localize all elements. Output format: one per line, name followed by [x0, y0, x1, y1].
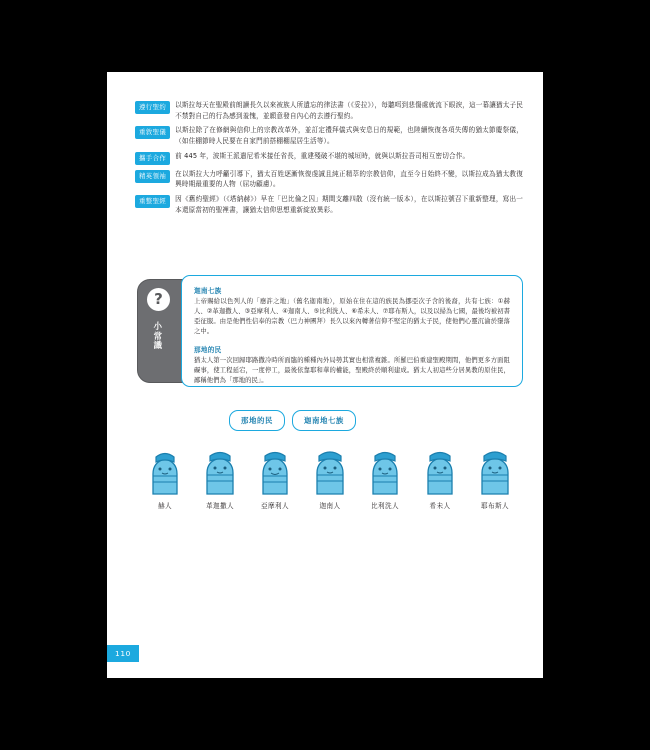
person-illustration-icon [473, 448, 517, 496]
list-item [135, 169, 523, 190]
person-illustration-icon [253, 448, 297, 496]
figure-person [417, 448, 463, 510]
figure-person [142, 448, 188, 510]
person-name: 希未人 [429, 501, 451, 510]
figure-people-row [137, 448, 523, 510]
figure-section [137, 410, 523, 510]
figure-titles [229, 410, 523, 431]
figure-title-1: 那地的民 [229, 410, 285, 431]
figure-title-2: 迦南地七族 [292, 410, 356, 431]
note-side-tab [137, 279, 187, 383]
bullet-text: 在以斯拉大力呼籲引導下，猶太百姓逐漸恢復虔誠且純正精萃的宗教信仰，直至今日始終不變，以斯拉成為猶太教復興時期最重要的人物（屈功顧慮）。 [175, 169, 523, 189]
figure-person [252, 448, 298, 510]
bullet-tag: 重整聖經 [135, 195, 170, 208]
person-name: 比利洗人 [371, 501, 399, 510]
page-number: 110 [107, 645, 139, 662]
bullet-text: 以斯拉每天在聖殿前朗讀長久以來被族人所遺忘的律法書（《妥拉》），每聽咡到悲傷處就流下眼淚，這一幕讓猶太子民不禁對自己的行為感到羞愧，並願意發自內心的去遵行聖約。 [175, 101, 523, 120]
document-page [107, 72, 543, 678]
figure-person [307, 448, 353, 510]
list-item [135, 194, 523, 215]
bullet-text: 以斯拉除了在修網與信仰上的宗教改革外，並訂定禮拜儀式與安息日的規範，也陸續恢復各項失傳的猶太節慶祭儀，（如住棚節時人民要在自家門前搭棚棚屋居生活等）。 [175, 126, 523, 146]
person-illustration-icon [143, 448, 187, 496]
list-item [135, 151, 523, 165]
person-name: 赫人 [158, 501, 172, 510]
list-item [135, 100, 523, 121]
figure-person [197, 448, 243, 510]
person-illustration-icon [308, 448, 352, 496]
figure-person [362, 448, 408, 510]
person-name: 迦南人 [319, 501, 341, 510]
bullet-tag: 精英領袖 [135, 170, 170, 183]
person-illustration-icon [418, 448, 462, 496]
bullet-tag: 攜手合作 [135, 152, 170, 165]
note-heading: 那地的民 [194, 346, 222, 355]
figure-person [472, 448, 518, 510]
note-paragraph: 猶太人第一次回歸耶路撒冷時所面臨的種種內外局勢其實也相當複雜。所羅巴伯重建聖殿期間，他們更多方面阻礙事，使工程延宕，一度停工，最後依靠耶和華的權能，聖殿終於順利建成。猶太人初這些分居異教的原住民，鄙稱他們為「那地的民」。 [194, 357, 510, 385]
person-illustration-icon [363, 448, 407, 496]
question-mark-icon: ? [146, 287, 171, 312]
bullet-text: 因《舊約聖經》（《塔納赫》）早在「巴比倫之囚」期間支離四散（沒有統一版本），在以斯拉號召下重新整理，寫出一本還原當初的聖裡書，讓猶太信仰思想重新綻放異彩。 [175, 194, 523, 214]
person-name: 耶布斯人 [481, 501, 509, 510]
person-name: 革迦撒人 [206, 501, 234, 510]
person-name: 亞摩利人 [261, 501, 289, 510]
list-item [135, 125, 523, 146]
person-illustration-icon [198, 448, 242, 496]
note-body [181, 275, 523, 387]
bullet-tag: 遵行聖約 [135, 101, 170, 114]
note-paragraph: 上帝賜給以色列人的「應許之地」（舊名迦南地），原始在住在這的族民為挪亞次子含的後裔，共有七族：①赫人、②革迦撒人、③亞摩利人、④迦南人、⑤比利洗人、⑥希未人、⑦耶布斯人，以及以掃為七國，最後均被初書亞征服。由是他們性信奉的宗教（巴力神團拜）長久以來內轉著信仰不堅定的猶太子民，使他們心靈沉淪於墮落之中。 [194, 298, 510, 336]
note-side-label: 小常識 [153, 321, 163, 351]
note-callout [137, 275, 523, 391]
bullet-tag: 重敘聖儀 [135, 126, 170, 139]
bullet-text: 前 445 年，波斯王派遣尼希米接任省長，重建殘破不堪的城垣時，就與以斯拉吾司相互密切合作。 [175, 151, 470, 160]
bullet-list [135, 100, 523, 219]
note-heading: 迦南七族 [194, 287, 222, 295]
